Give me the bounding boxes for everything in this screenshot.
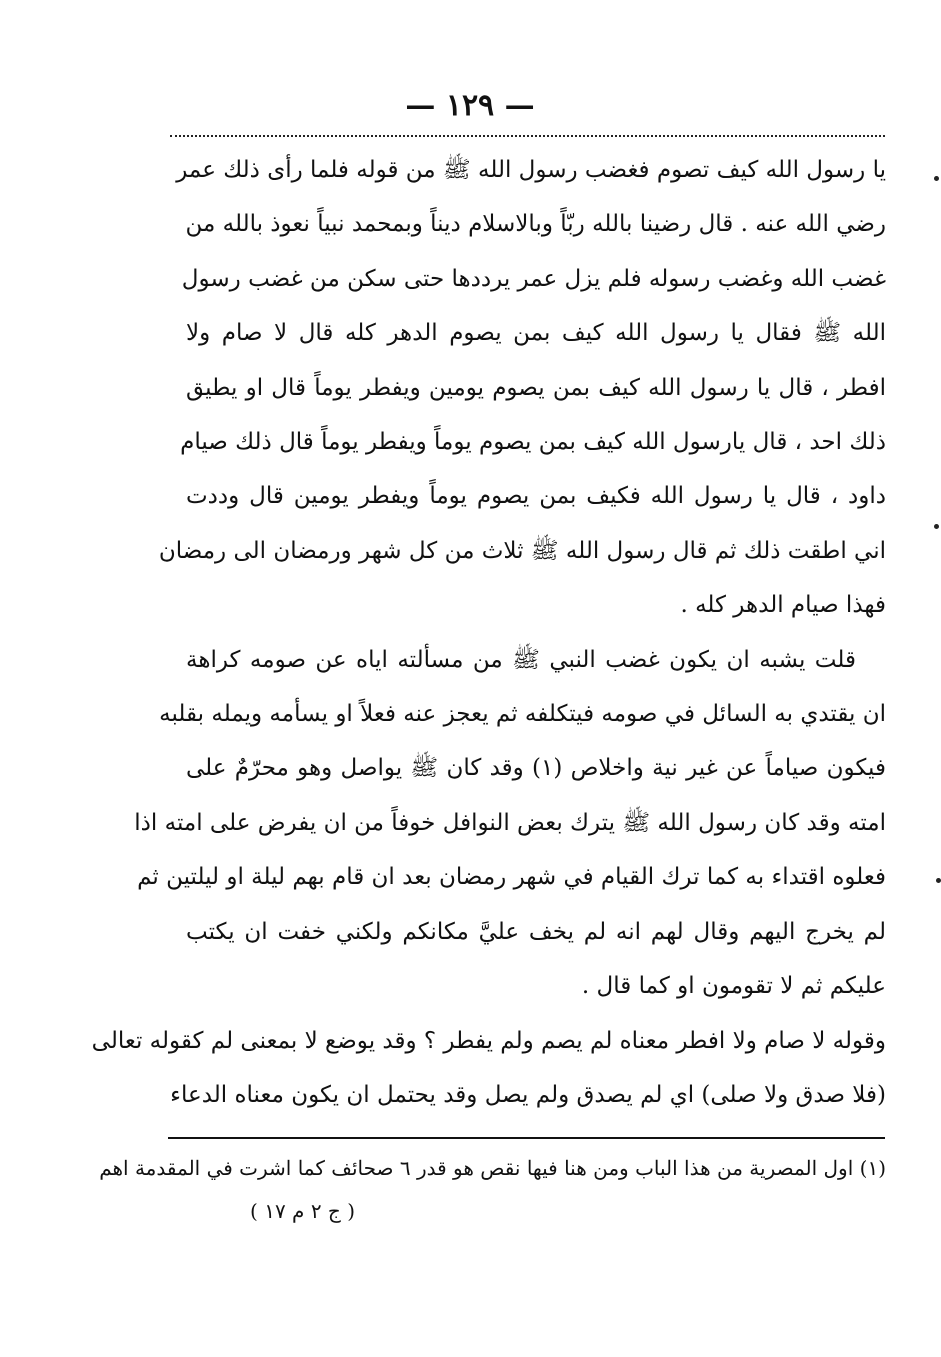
text-line: امته وقد كان رسول الله ﷺ يترك بعض النوافل خوفاً من ان يفرض على امته اذا [134,809,886,836]
text-line: غضب الله وغضب رسوله فلم يزل عمر يرددها حتى سكن من غضب رسول [181,265,886,292]
text-line: قلت يشبه ان يكون غضب النبي ﷺ من مسألته اياه عن صومه كراهة [186,646,856,673]
text-line: ان يقتدي به السائل في صومه فيتكلفه ثم يعجز عنه فعلاً او يسأمه ويمله بقلبه [159,701,886,728]
text-line: اني اطقت ذلك ثم قال رسول الله ﷺ ثلاث من كل شهر ورمضان الى رمضان [158,537,886,564]
text-line: وقوله لا صام ولا افطر معناه لم يصم ولم يفطر ؟ وقد يوضع لا بمعنى لم كقوله تعالى [91,1027,886,1054]
text-line: فعلوه اقتداء به كما ترك القيام في شهر رمضان بعد ان قام بهم ليلة او ليلتين ثم [137,864,886,891]
header-dotted-rule [170,135,885,137]
paragraph-2 [134,633,886,1014]
text-line: (فلا صدق ولا صلى) اي لم يصدق ولم يصل وقد يحتمل ان يكون معناه الدعاء [170,1081,886,1108]
footnote-text: (١) اول المصرية من هذا الباب ومن هنا فيها نقص هو قدر ٦ صحائف كما اشرت في المقدمة اهم [99,1156,886,1180]
text-line: فيكون صياماً عن غير نية واخلاص (١) وقد كان ﷺ يواصل وهو محرّمٌ على [186,755,886,782]
text-line: فهذا صيام الدهر كله . [680,592,886,619]
text-line: ذلك احد ، قال يارسول الله كيف بمن يصوم يوماً ويفطر يوماً قال ذلك صيام [180,429,886,456]
text-line: داود ، قال يا رسول الله فكيف بمن يصوم يوماً ويفطر يومين قال وددت [186,483,886,510]
page-signature: ( ج ٢ م ١٧ ) [250,1199,355,1223]
margin-mark [934,176,939,181]
text-line: افطر ، قال يا رسول الله كيف بمن يصوم يومين ويفطر يوماً قال او يطيق [186,374,886,401]
main-text [91,143,886,1122]
text-line: لم يخرج اليهم وقال لهم انه لم يخف عليَّ مكانكم ولكني خفت ان يكتب [186,918,886,945]
footnote [99,1148,886,1188]
text-line: عليكم ثم لا تقومون او كما قال . [581,973,886,1000]
paragraph-3 [91,1014,886,1123]
margin-mark [934,524,939,529]
footnote-rule [168,1137,885,1139]
paragraph-1 [158,143,886,633]
text-line: يا رسول الله كيف تصوم فغضب رسول الله ﷺ من قوله فلما رأى ذلك عمر [176,157,886,183]
text-line: رضي الله عنه . قال رضينا بالله ربّاً وبالاسلام ديناً وبمحمد نبياً نعوذ بالله من [185,211,886,238]
page-number: — ١٢٩ — [405,88,535,123]
text-line: الله ﷺ فقال يا رسول الله كيف بمن يصوم الدهر كله قال لا صام ولا [186,320,886,347]
margin-mark [936,878,941,883]
